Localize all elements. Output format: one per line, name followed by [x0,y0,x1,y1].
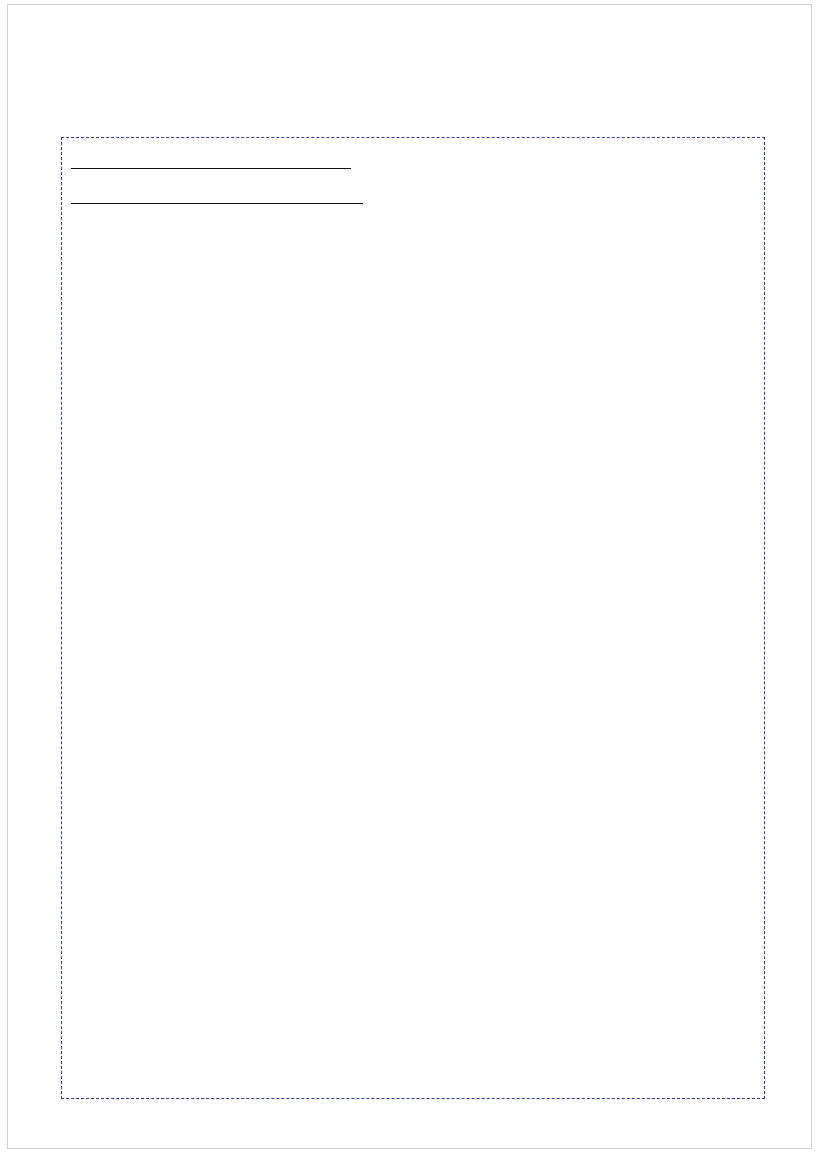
name-line[interactable] [71,154,351,169]
date-field [71,189,363,208]
right-pencil-border [761,0,821,1161]
page-title [66,44,586,140]
left-pencil-border [0,0,60,1161]
name-field [71,154,351,173]
top-pencil-border [0,0,821,40]
bottom-pencil-border [0,1105,821,1145]
worksheet-content-box [61,137,765,1099]
date-line[interactable] [71,189,363,204]
